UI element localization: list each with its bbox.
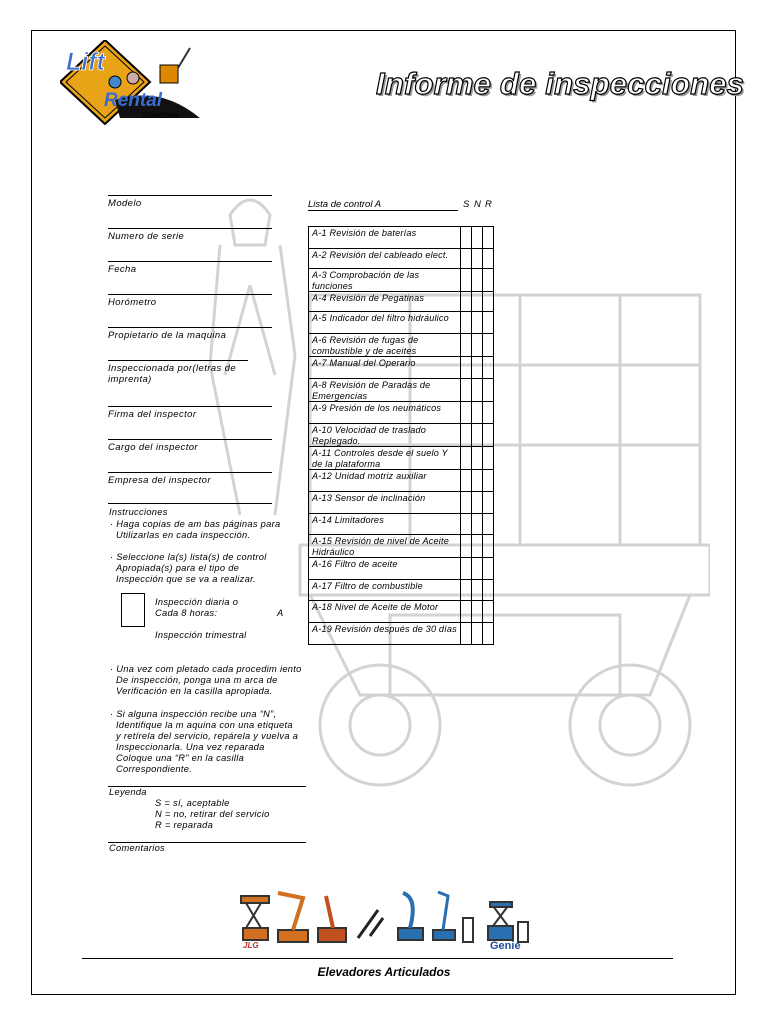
checklist-row — [309, 357, 494, 379]
checkbox-r[interactable] — [483, 424, 494, 447]
checklist-item-label: A-8 Revisión de Paradas de Emergencias — [309, 379, 461, 402]
checkbox-r[interactable] — [483, 535, 494, 558]
comments-label: Comentarios — [109, 843, 166, 853]
checkbox-n[interactable] — [472, 379, 483, 402]
checklist-table — [308, 226, 494, 645]
checkbox-r[interactable] — [483, 623, 494, 645]
checkbox-s[interactable] — [461, 402, 472, 424]
checkbox-s[interactable] — [461, 334, 472, 357]
checklist-item-label: A-16 Filtro de aceite — [309, 558, 461, 580]
checkbox-s[interactable] — [461, 292, 472, 312]
checklist-item-label: A-17 Filtro de combustible — [309, 580, 461, 601]
field-empresa: Empresa del inspector — [108, 472, 272, 486]
checklist-item-label: A-18 Nivel de Aceite de Motor — [309, 601, 461, 623]
checkbox-s[interactable] — [461, 447, 472, 470]
checklist-row — [309, 535, 494, 558]
checkbox-s[interactable] — [461, 623, 472, 645]
checklist-row — [309, 623, 494, 645]
checkbox-s[interactable] — [461, 269, 472, 292]
checkbox-s[interactable] — [461, 535, 472, 558]
checklist-item-label: A-15 Revisión de nivel de Aceite Hidráulico — [309, 535, 461, 558]
instr-p3-line1: · Una vez com pletado cada procedim iento — [110, 664, 302, 674]
checkbox-s[interactable] — [461, 357, 472, 379]
checkbox-n[interactable] — [472, 249, 483, 269]
checkbox-r[interactable] — [483, 249, 494, 269]
checkbox-r[interactable] — [483, 447, 494, 470]
checkbox-s[interactable] — [461, 558, 472, 580]
checkbox-n[interactable] — [472, 227, 483, 249]
instr-p2-line3: Inspección que se va a realizar. — [116, 574, 257, 584]
instr-p4-line3: y retírela del servicio, repárela y vuelva a — [116, 731, 299, 741]
checkbox-r[interactable] — [483, 292, 494, 312]
checkbox-n[interactable] — [472, 402, 483, 424]
checkbox-r[interactable] — [483, 357, 494, 379]
instr-p2-line1: · Seleccione la(s) lista(s) de control — [110, 552, 267, 562]
field-fecha: Fecha — [108, 261, 272, 275]
checklist-item-label: A-10 Velocidad de traslado Replegado. — [309, 424, 461, 447]
col-r-header: R — [485, 199, 492, 210]
instr-p4-line1: · Si alguna inspección recibe una “N”, — [110, 709, 277, 719]
checklist-row — [309, 402, 494, 424]
checkbox-r[interactable] — [483, 492, 494, 514]
field-horometro: Horómetro — [108, 294, 272, 308]
checkbox-r[interactable] — [483, 269, 494, 292]
checklist-row — [309, 227, 494, 249]
checklist-item-label: A-12 Unidad motriz auxiliar — [309, 470, 461, 492]
checkbox-n[interactable] — [472, 601, 483, 623]
footer-line — [82, 958, 673, 959]
checkbox-r[interactable] — [483, 379, 494, 402]
checklist-row — [309, 580, 494, 601]
instructions-heading: Instrucciones — [109, 507, 168, 517]
instr-p4-line5: Coloque una “R” en la casilla — [116, 753, 245, 763]
checkbox-n[interactable] — [472, 312, 483, 334]
checklist-row — [309, 492, 494, 514]
logo-rental: Rental — [104, 90, 163, 111]
checklist-item-label: A-4 Revisión de Pegatinas — [309, 292, 461, 312]
checkbox-r[interactable] — [483, 227, 494, 249]
field-inspeccionada-por: Inspeccionada por(letras de imprenta) — [108, 360, 248, 385]
field-firma: Firma del inspector — [108, 406, 272, 420]
lift-rental-logo — [60, 40, 205, 125]
checkbox-n[interactable] — [472, 623, 483, 645]
legend-heading: Leyenda — [109, 787, 147, 797]
daily-code: A — [277, 608, 284, 618]
checklist-item-label: A-2 Revisión del cableado elect. — [309, 249, 461, 269]
checkbox-s[interactable] — [461, 227, 472, 249]
checkbox-r[interactable] — [483, 514, 494, 535]
instr-p4-line6: Correspondiente. — [116, 764, 193, 774]
logo-solutions: Solutions — [142, 110, 180, 120]
footer-title: Elevadores Articulados — [317, 965, 451, 979]
checkbox-n[interactable] — [472, 357, 483, 379]
checklist-item-label: A-5 Indicador del filtro hidráulico — [309, 312, 461, 334]
checklist-row — [309, 601, 494, 623]
checklist-row — [309, 334, 494, 357]
checkbox-n[interactable] — [472, 580, 483, 601]
checklist-row — [309, 558, 494, 580]
checkbox-n[interactable] — [472, 514, 483, 535]
checklist-row — [309, 424, 494, 447]
checkbox-n[interactable] — [472, 424, 483, 447]
checkbox-r[interactable] — [483, 558, 494, 580]
checklist-item-label: A-3 Comprobación de las funciones — [309, 269, 461, 292]
checkbox-s[interactable] — [461, 601, 472, 623]
checklist-item-label: A-9 Presión de los neumáticos — [309, 402, 461, 424]
checklist-row — [309, 292, 494, 312]
instr-p3-line2: De inspección, ponga una m arca de — [116, 675, 278, 685]
checkbox-n[interactable] — [472, 447, 483, 470]
checklist-row — [309, 447, 494, 470]
jlg-brand: JLG — [243, 941, 259, 950]
checkbox-s[interactable] — [461, 470, 472, 492]
checkbox-s[interactable] — [461, 580, 472, 601]
instr-p3-line3: Verificación en la casilla apropiada. — [116, 686, 273, 696]
checkbox-s[interactable] — [461, 379, 472, 402]
checklist-row — [309, 249, 494, 269]
machines-illustration — [238, 888, 538, 950]
checklist-row — [309, 470, 494, 492]
quarterly-label: Inspección trimestral — [155, 630, 247, 640]
checkbox-s[interactable] — [461, 312, 472, 334]
checkbox-r[interactable] — [483, 580, 494, 601]
instr-p1-line1: · Haga copias de am bas páginas para — [110, 519, 281, 529]
checklist-item-label: A-1 Revisión de baterías — [309, 227, 461, 249]
checkbox-n[interactable] — [472, 558, 483, 580]
instr-p1-line2: Utilizarlas en cada inspección. — [116, 530, 251, 540]
checklist-row — [309, 514, 494, 535]
checkbox-r[interactable] — [483, 601, 494, 623]
logo-lift: Lift — [66, 48, 105, 76]
checklist-row — [309, 379, 494, 402]
checklist-row — [309, 312, 494, 334]
checkbox-n[interactable] — [472, 535, 483, 558]
daily-inspection-checkbox[interactable] — [121, 593, 145, 627]
legend-s: S = sí, aceptable — [155, 798, 230, 808]
field-modelo: Modelo — [108, 195, 272, 209]
instr-p2-line2: Apropiada(s) para el tipo de — [116, 563, 240, 573]
checkbox-n[interactable] — [472, 292, 483, 312]
col-s-header: S — [463, 199, 470, 210]
checkbox-s[interactable] — [461, 492, 472, 514]
checklist-item-label: A-6 Revisión de fugas de combustible y de aceites — [309, 334, 461, 357]
checklist-item-label: A-7 Manual del Operario — [309, 357, 461, 379]
checkbox-s[interactable] — [461, 424, 472, 447]
checklist-item-label: A-19 Revisión después de 30 días — [309, 623, 461, 645]
checklist-item-label: A-14 Limitadores — [309, 514, 461, 535]
legend-r: R = reparada — [155, 820, 214, 830]
checkbox-n[interactable] — [472, 470, 483, 492]
daily-line2: Cada 8 horas: — [155, 608, 218, 618]
checklist-item-label: A-13 Sensor de inclinación — [309, 492, 461, 514]
field-propietario: Propietario de la maquina — [108, 327, 272, 341]
legend-n: N = no, retirar del servicio — [155, 809, 270, 819]
checkbox-r[interactable] — [483, 470, 494, 492]
checklist-title-underline — [308, 210, 458, 211]
checkbox-n[interactable] — [472, 269, 483, 292]
checklist-title: Lista de control A — [308, 199, 382, 210]
checklist-row — [309, 269, 494, 292]
field-cargo: Cargo del inspector — [108, 439, 272, 453]
checkbox-r[interactable] — [483, 312, 494, 334]
field-underline — [108, 503, 272, 504]
genie-brand: Genie — [490, 940, 521, 950]
checkbox-s[interactable] — [461, 249, 472, 269]
daily-line1: Inspección diaria o — [155, 597, 239, 607]
checkbox-r[interactable] — [483, 334, 494, 357]
instr-p4-line4: Inspeccionarla. Una vez reparada — [116, 742, 265, 752]
field-numero-serie: Numero de serie — [108, 228, 272, 242]
checkbox-n[interactable] — [472, 334, 483, 357]
page-title: Informe de inspecciones — [376, 66, 745, 101]
checkbox-s[interactable] — [461, 514, 472, 535]
checkbox-r[interactable] — [483, 402, 494, 424]
checklist-item-label: A-11 Controles desde el suelo Y de la plataforma — [309, 447, 461, 470]
col-n-header: N — [474, 199, 481, 210]
checkbox-n[interactable] — [472, 492, 483, 514]
instr-p4-line2: Identifique la m aquina con una etiqueta — [116, 720, 293, 730]
